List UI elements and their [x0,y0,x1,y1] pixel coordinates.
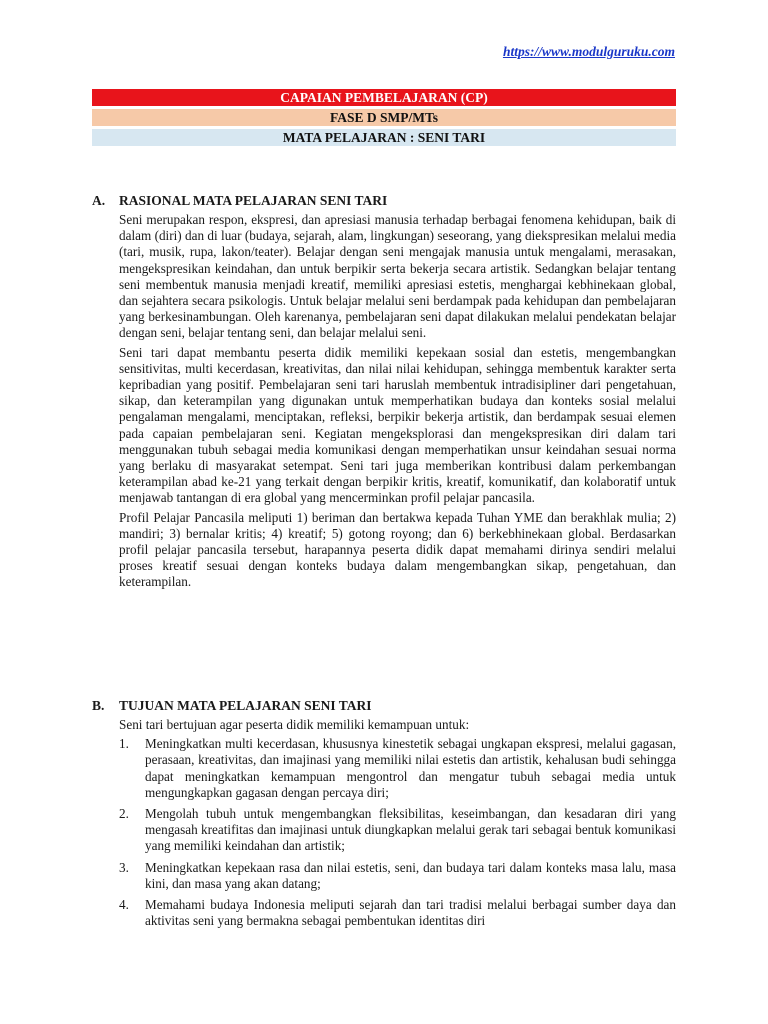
section-b-title: TUJUAN MATA PELAJARAN SENI TARI [119,698,372,713]
section-a-heading [92,192,676,210]
list-item [119,897,676,929]
list-item-text: Meningkatkan multi kecerdasan, khususnya kinestetik sebagai ungkapan ekspresi, melalui gagasan, perasaan, kreativitas, dan imajinasi yang memiliki nilai estetis dan artistik, kehalusan budi sehingga dapat meningkatkan kemampuan mengontrol dan mengatur tubuh sebagai media untuk mengungkapkan gagasan dengan percaya diri; [145,736,676,800]
section-a-paragraph-1: Seni merupakan respon, ekspresi, dan apresiasi manusia terhadap berbagai fenomena kehidupan, baik di dalam (diri) dan di luar (budaya, sejarah, alam, lingkungan) seseorang, yang diekspresikan melalui media (tari, musik, rupa, lakon/teater). Belajar dengan seni mengajak manusia untuk mengalami, merasakan, mengekspresikan keindahan, dan untuk berpikir serta bekerja secara artistik. Sedangkan belajar tentang seni membentuk manusia menjadi kreatif, memiliki apresiasi estetis, menghargai kebhinekaan global, dan sejahtera secara psikologis. Untuk belajar melalui seni berdampak pada kehidupan dan pembelajaran yang berkesinambungan. Oleh karenanya, pembelajaran seni dapat dilakukan melalui pendekatan belajar dengan seni, belajar tentang seni, dan belajar melalui seni. [119,212,676,341]
website-link[interactable]: https://www.modulguruku.com [502,44,675,59]
section-a-paragraph-2: Seni tari dapat membantu peserta didik memiliki kepekaan sosial dan estetis, mengembangkan sensitivitas, multi kecerdasan, kreativitas, dan nilai nilai kehidupan, sehingga membentuk karakter serta kepribadian yang positif. Pembelajaran seni tari haruslah membentuk intradisipliner dari pengetahuan, sikap, dan keterampilan yang digunakan untuk memperhatikan budaya dan konteks sosial melalui pengalaman mengalami, menciptakan, refleksi, berpikir bekerja artistik, dan berdampak sesuai elemen pada capaian pembelajaran seni. Kegiatan mengeksplorasi dan mengekspresikan diri dalam tari menggunakan tubuh sebagai media komunikasi dengan memperhatikan unsur keindahan sesuai norma yang berlaku di masyarakat setempat. Seni tari juga memberikan kontribusi dalam perkembangan keterampilan abad ke-21 yang terkait dengan berpikir kritis, kreatif, komunikatif, dan kolaboratif untuk menjawab tantangan di era global yang mencerminkan profil pelajar pancasila. [119,344,676,506]
section-b-heading [92,697,676,715]
section-a-title: RASIONAL MATA PELAJARAN SENI TARI [119,193,388,208]
list-item-number: 1. [119,736,129,752]
list-item-text: Meningkatkan kepekaan rasa dan nilai estetis, seni, dan budaya tari dalam konteks masa lalu, masa kini, dan masa yang akan datang; [145,859,676,891]
title-block [92,89,676,149]
section-a-paragraph-3: Profil Pelajar Pancasila meliputi 1) beriman dan bertakwa kepada Tuhan YME dan berakhlak mulia; 2) mandiri; 3) bernalar kritis; 4) kreatif; 5) gotong royong; dan 6) berkebhinekaan global. Berdasarkan profil pelajar pancasila tersebut, harapannya peserta didik dapat memahami dirinya sendiri melalui proses kreatif sesuai dengan konteks budaya dalam mengembangkan sikap, pengetahuan, dan keterampilan. [119,509,676,590]
section-b [92,697,676,934]
list-item-number: 3. [119,859,129,875]
section-a-letter: A. [92,193,106,208]
list-item [119,806,676,855]
list-item [119,860,676,892]
objectives-list [119,736,676,929]
list-item-number: 4. [119,897,129,913]
list-item-text: Memahami budaya Indonesia meliputi sejarah dan tari tradisi melalui berbagai sumber daya dan aktivitas seni yang bermakna sebagai pembentukan identitas diri [145,897,676,929]
section-a [92,192,676,594]
list-item-number: 2. [119,806,129,822]
section-b-letter: B. [92,698,105,713]
title-bar-fase: FASE D SMP/MTs [92,109,676,126]
section-b-intro: Seni tari bertujuan agar peserta didik memiliki kemampuan untuk: [119,717,470,732]
title-bar-cp: CAPAIAN PEMBELAJARAN (CP) [92,89,676,106]
list-item [119,736,676,801]
list-item-text: Mengolah tubuh untuk mengembangkan fleksibilitas, keseimbangan, dan kesadaran diri yang mengasah kreatifitas dan imajinasi untuk diungkapkan melalui gerak tari sebagai bentuk komunikasi yang memiliki keindahan dan artistik; [145,806,676,854]
title-bar-mapel: MATA PELAJARAN : SENI TARI [92,129,676,146]
